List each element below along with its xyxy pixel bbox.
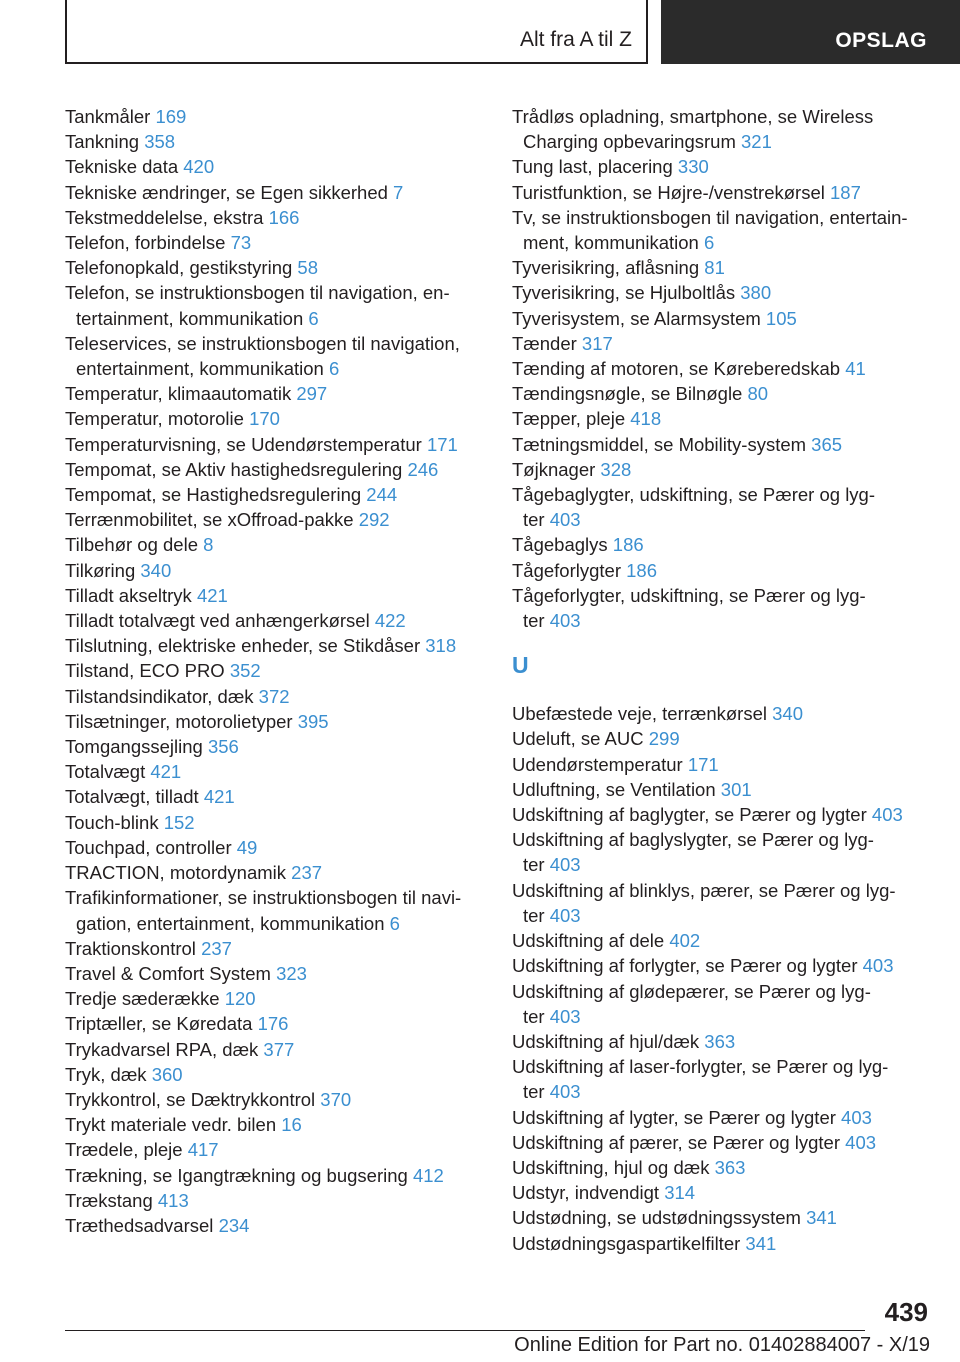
index-term: Trækstang (65, 1189, 153, 1211)
index-entry (512, 979, 932, 1029)
index-term: Trædele, pleje (65, 1139, 183, 1161)
index-page-link[interactable]: 340 (772, 703, 804, 725)
index-term: Udendørstemperatur (512, 753, 683, 775)
index-page-link[interactable]: 330 (677, 156, 709, 178)
index-page-link[interactable]: 314 (664, 1182, 696, 1204)
index-entry (512, 701, 932, 726)
index-entry (65, 381, 485, 406)
index-entry (65, 759, 485, 784)
index-entry (65, 709, 485, 734)
index-page-link[interactable]: 403 (549, 509, 581, 531)
index-term-continuation: ter (523, 904, 545, 926)
index-page-link[interactable]: 421 (196, 584, 228, 606)
index-term: Trykkontrol, se Dæktrykkontrol (65, 1088, 316, 1110)
index-page-link[interactable]: 176 (257, 1013, 289, 1035)
index-page-link[interactable]: 120 (224, 988, 256, 1010)
index-entry (512, 306, 932, 331)
index-term: Temperaturvisning, se Udendørstemperatur (65, 433, 422, 455)
index-entry (512, 1231, 932, 1256)
index-term: Tøjknager (512, 458, 596, 480)
index-page-link[interactable]: 422 (374, 610, 406, 632)
index-entry (65, 734, 485, 759)
index-term: Telefon, forbindelse (65, 232, 226, 254)
index-entry (65, 1163, 485, 1188)
index-page-link[interactable]: 420 (183, 156, 215, 178)
index-term: Udskiftning af forlygter, se Pærer og lygter (512, 955, 858, 977)
index-term: Udskiftning af laser-forlygter, se Pærer og lyg- (512, 1056, 889, 1078)
index-page-link[interactable]: 81 (704, 257, 725, 279)
index-entry (65, 936, 485, 961)
index-page-link[interactable]: 317 (581, 332, 613, 354)
index-page-link[interactable]: 301 (720, 778, 752, 800)
index-entry (65, 1087, 485, 1112)
index-term: Tomgangssejling (65, 736, 203, 758)
index-page-link[interactable]: 292 (358, 509, 390, 531)
index-page-link[interactable]: 6 (389, 912, 400, 934)
index-term-continuation: ment, kommunikation (523, 232, 699, 254)
index-entry (512, 331, 932, 356)
index-entry (65, 583, 485, 608)
index-term: Tempomat, se Hastighedsregulering (65, 484, 362, 506)
index-term: Udskiftning af hjul/dæk (512, 1030, 700, 1052)
index-term: Tv, se instruktionsbogen til navigation, entertain- (512, 206, 908, 228)
index-page-link[interactable]: 402 (669, 930, 701, 952)
index-term: Tågebaglygter, udskiftning, se Pærer og lyg- (512, 484, 875, 506)
index-term: TRACTION, motordynamik (65, 862, 287, 884)
footer-edition: Online Edition for Part no. 01402884007 - X/19 (514, 1334, 930, 1356)
index-page-link[interactable]: 363 (714, 1156, 746, 1178)
index-entry (65, 1011, 485, 1036)
index-page-link[interactable]: 403 (845, 1131, 877, 1153)
index-entry (65, 331, 485, 381)
index-page-link[interactable]: 73 (230, 232, 252, 254)
index-entry (512, 205, 932, 255)
index-term: Ubefæstede veje, terrænkørsel (512, 703, 767, 725)
index-term: Tænding af motoren, se Køreberedskab (512, 358, 841, 380)
index-page-link[interactable]: 171 (687, 753, 719, 775)
index-page-link[interactable]: 6 (703, 232, 715, 254)
index-term: Tyverisikring, aflåsning (512, 257, 700, 279)
index-entry (65, 230, 485, 255)
index-entry (65, 180, 485, 205)
index-entry (512, 457, 932, 482)
index-term: Teleservices, se instruktionsbogen til navigation, (65, 332, 460, 354)
index-term-continuation: ter (523, 854, 545, 876)
index-entry (65, 432, 485, 457)
index-term: Tændingsnøgle, se Bilnøgle (512, 383, 743, 405)
index-page-link[interactable]: 171 (426, 433, 458, 455)
index-entry (65, 457, 485, 482)
footer-divider (65, 1330, 865, 1331)
index-term: Udstødningsgaspartikelfilter (512, 1232, 741, 1254)
index-page-link[interactable]: 49 (236, 836, 258, 858)
index-entry (512, 583, 932, 633)
index-page-link[interactable]: 297 (296, 383, 328, 405)
index-page-link[interactable]: 318 (425, 635, 457, 657)
index-page-link[interactable]: 7 (393, 181, 404, 203)
index-entry (512, 356, 932, 381)
index-page-link[interactable]: 341 (806, 1207, 837, 1229)
index-entry (512, 532, 932, 557)
index-term: Udskiftning, hjul og dæk (512, 1156, 710, 1178)
index-term: Tågebaglys (512, 534, 608, 556)
index-page-link[interactable]: 370 (320, 1088, 352, 1110)
index-group-u (512, 701, 932, 1255)
index-term: Trækning, se Igangtrækning og bugsering (65, 1164, 408, 1186)
index-entry (512, 1205, 932, 1230)
index-entry (65, 1137, 485, 1162)
index-page-link[interactable]: 365 (811, 433, 843, 455)
index-term: Tilkøring (65, 559, 136, 581)
index-page-link[interactable]: 363 (704, 1030, 736, 1052)
index-term-continuation: ter (523, 509, 545, 531)
header-chapter-tab (661, 0, 960, 64)
index-page-link[interactable]: 328 (600, 458, 632, 480)
index-term: Touch-blink (65, 811, 159, 833)
index-page-link[interactable]: 403 (862, 955, 894, 977)
index-entry (512, 928, 932, 953)
index-page-link[interactable]: 418 (630, 408, 662, 430)
index-term: Udskiftning af blinklys, pærer, se Pærer og lyg- (512, 879, 896, 901)
index-term: Totalvægt, tilladt (65, 786, 199, 808)
index-page-link[interactable]: 8 (203, 534, 214, 556)
index-page-link[interactable]: 403 (549, 1005, 581, 1027)
index-page-link[interactable]: 234 (218, 1214, 250, 1236)
index-entry (65, 532, 485, 557)
index-entry (512, 406, 932, 431)
index-entry (65, 1188, 485, 1213)
index-entry (65, 1213, 485, 1238)
index-page-link[interactable]: 380 (740, 282, 772, 304)
index-term: Tredje sæderække (65, 988, 220, 1010)
index-entry (65, 608, 485, 633)
index-entry (65, 784, 485, 809)
index-entry (65, 810, 485, 835)
index-entry (65, 633, 485, 658)
index-entry (65, 104, 485, 129)
index-entry (512, 255, 932, 280)
index-page-link[interactable]: 377 (263, 1038, 295, 1060)
index-entry (65, 961, 485, 986)
index-term: Temperatur, klimaautomatik (65, 383, 292, 405)
index-entry (512, 1155, 932, 1180)
header-section-title: Alt fra A til Z (519, 28, 632, 51)
index-term-continuation: tertainment, kommunikation (76, 307, 304, 329)
index-term: Tankning (65, 131, 140, 153)
index-entry (65, 482, 485, 507)
index-entry (512, 1029, 932, 1054)
index-term: Turistfunktion, se Højre-/venstrekørsel (512, 181, 825, 203)
index-term: Tågeforlygter (512, 559, 621, 581)
index-page-link[interactable]: 186 (626, 559, 658, 581)
index-term: Udskiftning af dele (512, 930, 665, 952)
index-term: Travel & Comfort System (65, 962, 271, 984)
index-entry (65, 684, 485, 709)
index-entry (512, 1054, 932, 1104)
index-term: Temperatur, motorolie (65, 408, 244, 430)
index-page-link[interactable]: 403 (549, 1081, 581, 1103)
index-group-t-continued (512, 104, 932, 633)
index-entry (512, 280, 932, 305)
index-page-link[interactable]: 237 (201, 937, 232, 959)
index-entry (512, 953, 932, 978)
index-page-link[interactable]: 6 (328, 358, 340, 380)
index-term-continuation: entertainment, kommunikation (76, 358, 324, 380)
index-term-continuation: Charging opbevaringsrum (523, 131, 736, 153)
index-term: Traktionskontrol (65, 937, 196, 959)
index-term: Tekniske data (65, 156, 179, 178)
index-page-link[interactable]: 186 (612, 534, 644, 556)
index-page-link[interactable]: 360 (151, 1063, 183, 1085)
index-term: Udskiftning af baglyslygter, se Pærer og lyg- (512, 829, 874, 851)
index-term: Tyverisikring, se Hjulboltlås (512, 282, 736, 304)
index-entry (512, 1130, 932, 1155)
index-page-link[interactable]: 152 (163, 811, 195, 833)
index-term: Terrænmobilitet, se xOffroad-pakke (65, 509, 354, 531)
index-term-continuation: ter (523, 610, 545, 632)
index-term: Tekstmeddelelse, ekstra (65, 206, 264, 228)
index-page-link[interactable]: 246 (407, 458, 439, 480)
index-entry (512, 752, 932, 777)
index-page-link[interactable]: 358 (144, 131, 176, 153)
index-page-link[interactable]: 16 (281, 1114, 302, 1136)
index-entry (512, 726, 932, 751)
index-entry (512, 827, 932, 877)
index-entry (65, 1062, 485, 1087)
index-entry (512, 558, 932, 583)
index-page-link[interactable]: 187 (830, 181, 861, 203)
index-term: Træthedsadvarsel (65, 1214, 214, 1236)
index-term: Tilstandsindikator, dæk (65, 685, 254, 707)
index-page-link[interactable]: 323 (276, 962, 307, 984)
index-term-continuation: gation, entertainment, kommunikation (76, 912, 385, 934)
index-term: Udskiftning af lygter, se Pærer og lygter (512, 1106, 836, 1128)
index-page-link[interactable]: 421 (150, 761, 182, 783)
index-entry (512, 104, 932, 154)
header-chapter-title: OPSLAG (835, 29, 927, 52)
index-entry (65, 1037, 485, 1062)
index-term: Tilslutning, elektriske enheder, se Stikdåser (65, 635, 421, 657)
index-page-link[interactable]: 237 (291, 862, 323, 884)
index-term: Tågeforlygter, udskiftning, se Pærer og lyg- (512, 584, 866, 606)
index-term: Trafikinformationer, se instruktionsbogen til navi- (65, 887, 462, 909)
index-page-link[interactable]: 105 (765, 307, 797, 329)
index-page-link[interactable]: 340 (140, 559, 172, 581)
index-page-link[interactable]: 403 (841, 1106, 872, 1128)
index-entry (65, 860, 485, 885)
index-entry (512, 180, 932, 205)
index-page-link[interactable]: 421 (203, 786, 235, 808)
index-entry (65, 885, 485, 935)
index-page-link[interactable]: 321 (741, 131, 772, 153)
index-term: Udskiftning af glødepærer, se Pærer og lyg- (512, 980, 871, 1002)
index-entry (65, 129, 485, 154)
index-entry (512, 878, 932, 928)
index-entry (512, 1105, 932, 1130)
index-page-link[interactable]: 413 (157, 1189, 189, 1211)
index-page-link[interactable]: 356 (207, 736, 239, 758)
index-page-link[interactable]: 80 (747, 383, 769, 405)
index-page-link[interactable]: 403 (549, 904, 581, 926)
index-entry (65, 205, 485, 230)
index-entry (65, 1112, 485, 1137)
index-term: Tung last, placering (512, 156, 673, 178)
index-page-link[interactable]: 412 (412, 1164, 444, 1186)
index-entry (512, 154, 932, 179)
index-page-link[interactable]: 403 (871, 804, 903, 826)
index-entry (512, 777, 932, 802)
index-page-link[interactable]: 403 (549, 610, 581, 632)
section-letter-heading: U (512, 652, 529, 679)
index-entry (65, 658, 485, 683)
index-term: Tilsætninger, motorolietyper (65, 710, 293, 732)
index-term: Tænder (512, 332, 577, 354)
index-term: Tilstand, ECO PRO (65, 660, 225, 682)
index-term: Udskiftning af pærer, se Pærer og lygter (512, 1131, 841, 1153)
index-entry (65, 507, 485, 532)
index-term: Udstødning, se udstødningssystem (512, 1207, 801, 1229)
index-term: Tempomat, se Aktiv hastighedsregulering (65, 458, 403, 480)
index-term: Telefon, se instruktionsbogen til navigation, en- (65, 282, 450, 304)
index-term: Trykadvarsel RPA, dæk (65, 1038, 259, 1060)
index-page-link[interactable]: 166 (268, 206, 300, 228)
index-term: Tilbehør og dele (65, 534, 198, 556)
index-column-left (65, 104, 485, 1238)
index-term: Tilladt akseltryk (65, 584, 192, 606)
index-page-link[interactable]: 299 (648, 728, 680, 750)
index-page-link[interactable]: 244 (366, 484, 398, 506)
index-page-link[interactable]: 395 (297, 710, 329, 732)
index-term-continuation: ter (523, 1005, 545, 1027)
index-page-link[interactable]: 169 (155, 106, 187, 127)
index-page-link[interactable]: 58 (297, 257, 318, 279)
index-page-link[interactable]: 170 (249, 408, 280, 430)
index-term: Trykt materiale vedr. bilen (65, 1114, 277, 1136)
index-page-link[interactable]: 341 (745, 1232, 777, 1254)
index-entry (512, 1180, 932, 1205)
index-term: Udskiftning af baglygter, se Pærer og lygter (512, 804, 867, 826)
header-section-box (65, 0, 648, 64)
index-entry (65, 406, 485, 431)
index-term: Triptæller, se Køredata (65, 1013, 253, 1035)
index-entry (65, 986, 485, 1011)
index-entry (512, 482, 932, 532)
index-term: Tankmåler (65, 106, 151, 127)
index-page-link[interactable]: 352 (229, 660, 261, 682)
index-entry (65, 255, 485, 280)
index-term: Totalvægt (65, 761, 146, 783)
index-term: Trådløs opladning, smartphone, se Wireless (512, 106, 874, 127)
index-term: Tætningsmiddel, se Mobility-system (512, 433, 807, 455)
index-entry (65, 154, 485, 179)
index-entry (512, 432, 932, 457)
index-page-link[interactable]: 417 (187, 1139, 219, 1161)
index-entry (512, 802, 932, 827)
index-term: Udstyr, indvendigt (512, 1182, 660, 1204)
index-term: Tekniske ændringer, se Egen sikkerhed (65, 181, 388, 203)
index-page-link[interactable]: 41 (845, 358, 866, 380)
index-entry (512, 381, 932, 406)
index-term: Telefonopkald, gestikstyring (65, 257, 293, 279)
index-term: Tæpper, pleje (512, 408, 626, 430)
index-entry (65, 280, 485, 330)
index-column-right (512, 104, 932, 1256)
index-term: Udluftning, se Ventilation (512, 778, 716, 800)
index-term: Tyverisystem, se Alarmsystem (512, 307, 761, 329)
index-page-link[interactable]: 6 (308, 307, 319, 329)
index-page-link[interactable]: 403 (549, 854, 581, 876)
index-entry (65, 558, 485, 583)
index-page-link[interactable]: 372 (258, 685, 290, 707)
page-number: 439 (884, 1297, 928, 1327)
index-term: Tilladt totalvægt ved anhængerkørsel (65, 610, 370, 632)
index-term: Touchpad, controller (65, 836, 232, 858)
index-term: Tryk, dæk (65, 1063, 147, 1085)
index-term: Udeluft, se AUC (512, 728, 644, 750)
index-entry (65, 835, 485, 860)
index-term-continuation: ter (523, 1081, 545, 1103)
